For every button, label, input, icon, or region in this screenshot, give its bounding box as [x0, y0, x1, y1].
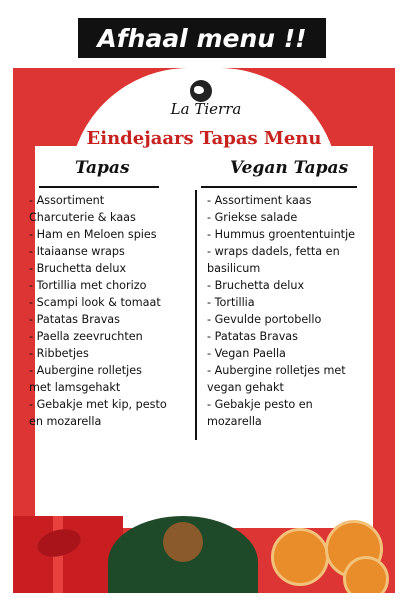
title-banner — [78, 18, 326, 58]
curtain-right — [307, 68, 395, 102]
tapas-column-title: Tapas — [75, 158, 130, 178]
note-line: Bestellen dient te gebeuren in de zaak — [108, 461, 300, 471]
list-item: - Scampi look & tomaat — [29, 296, 161, 309]
tapas-underline — [39, 186, 159, 188]
note-line: Onze tapas zijn te bestellen voor minimum 2 personen — [69, 447, 339, 457]
logo-text: La Tierra — [170, 100, 242, 118]
note-line: € 38,50 per persoon voorschot van 50% — [107, 475, 301, 485]
list-item: Charcuterie & kaas — [29, 211, 136, 224]
list-item: - Hummus groententuintje — [207, 228, 356, 241]
dried-orange-icon — [343, 556, 389, 593]
list-item: - Gebakje met kip, pesto — [29, 398, 167, 411]
christmas-decoration-image — [13, 516, 395, 593]
globe-icon — [190, 80, 212, 102]
order-notes — [13, 445, 395, 501]
vegan-column-title: Vegan Tapas — [230, 158, 349, 178]
vegan-underline — [201, 186, 357, 188]
column-divider — [195, 190, 197, 440]
pine-cone-icon — [163, 522, 203, 562]
list-item: basilicum — [207, 262, 261, 275]
list-item: - Gebakje pesto en — [207, 398, 313, 411]
list-item: - Assortiment — [29, 194, 105, 207]
list-item: - Bruchetta delux — [207, 279, 305, 292]
list-item: - Griekse salade — [207, 211, 298, 224]
note-line: Beschikbaar tussen 23/12 en 1 januari — [108, 489, 300, 499]
list-item: - Tortillia met chorizo — [29, 279, 147, 292]
list-item: en mozarella — [29, 415, 102, 428]
list-item: - Ribbetjes — [29, 347, 89, 360]
list-item: - Itaiaanse wraps — [29, 245, 125, 258]
list-item: - wraps dadels, fetta en — [207, 245, 340, 258]
list-item: - Paella zeevruchten — [29, 330, 143, 343]
page-title: Afhaal menu !! — [97, 23, 307, 53]
list-item: - Gevulde portobello — [207, 313, 322, 326]
menu-heading: Eindejaars Tapas Menu — [86, 128, 322, 149]
gift-box-icon — [13, 516, 123, 593]
list-item: - Patatas Bravas — [29, 313, 120, 326]
menu-poster — [13, 68, 395, 593]
list-item: - Vegan Paella — [207, 347, 286, 360]
list-item: - Ham en Meloen spies — [29, 228, 157, 241]
list-item: met lamsgehakt — [29, 381, 121, 394]
list-item: - Patatas Bravas — [207, 330, 298, 343]
list-item: - Aubergine rolletjes — [29, 364, 142, 377]
list-item: - Bruchetta delux — [29, 262, 127, 275]
list-item: - Tortillia — [207, 296, 255, 309]
restaurant-logo — [151, 80, 261, 128]
curtain-left — [13, 68, 101, 102]
list-item: - Assortiment kaas — [207, 194, 312, 207]
list-item: vegan gehakt — [207, 381, 284, 394]
vegan-tapas-list — [207, 192, 387, 430]
tapas-list — [29, 192, 193, 430]
list-item: mozarella — [207, 415, 262, 428]
dried-orange-icon — [271, 528, 329, 586]
list-item: - Aubergine rolletjes met — [207, 364, 346, 377]
